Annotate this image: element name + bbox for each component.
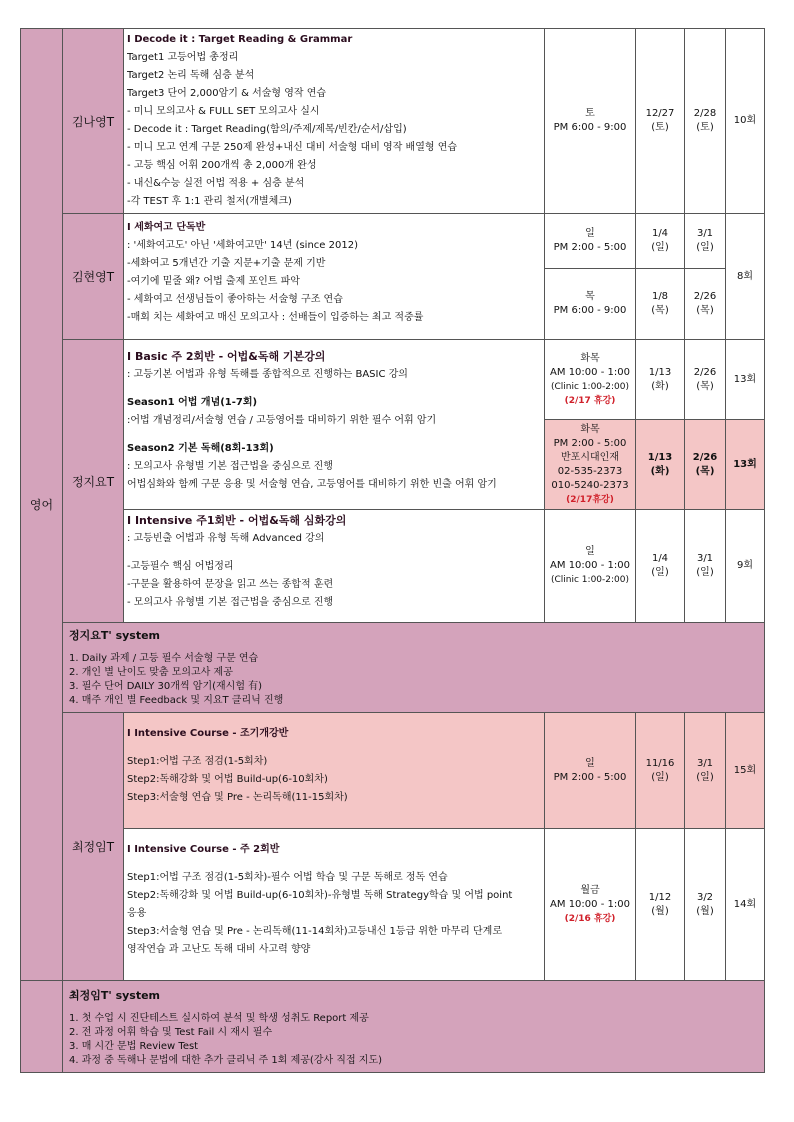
- start-date-kimhy-1: 1/4 (일): [636, 214, 685, 269]
- schedule-time-kimhy-2: 목 PM 6:00 - 9:00: [545, 269, 636, 340]
- session-count-choi-1: 15회: [726, 713, 765, 829]
- subject-cell: 영어: [21, 29, 63, 981]
- end-date-kimhy-1: 3/1 (일): [685, 214, 726, 269]
- session-count-kim: 10회: [726, 29, 765, 214]
- schedule-table: [20, 28, 765, 1073]
- start-date-choi-1: 11/16 (일): [636, 713, 685, 829]
- end-date-choi-2: 3/2 (월): [685, 829, 726, 981]
- start-date-choi-2: 1/12 (월): [636, 829, 685, 981]
- course-desc-choi-2: I Intensive Course - 주 2회반 Step1:어법 구조 점검(1-5회차)-필수 어법 학습 및 구문 독해로 정독 연습 Step2:독해강화 및 어법 Build-up(6-10회차)-유형별 독해 Strategy학습 및 어법 point 응용 Step3:서술형 연습 및 Pre - 논리독해(11-14회차)고등내신 1등급 위한 마무리 단계로 영작연습 과 고난도 독해 대비 사고력 향양: [124, 829, 545, 981]
- system-title-jung: 정지요T' system: [69, 629, 161, 642]
- schedule-time-choi-2: 월금 AM 10:00 - 1:00 (2/16 휴강): [545, 829, 636, 981]
- schedule-time-jung-basic-2: 화목 PM 2:00 - 5:00 반포시대인재 02-535-2373 010-5240-2373 (2/17휴강): [545, 420, 636, 510]
- session-count-kimhy: 8회: [726, 214, 765, 340]
- session-count-jung-basic-1: 13회: [726, 340, 765, 420]
- course-title-kim: I Decode it : Target Reading & Grammar: [127, 34, 353, 45]
- course-title-choi-2: I Intensive Course - 주 2회반: [127, 844, 280, 855]
- session-count-jung-intensive: 9회: [726, 510, 765, 623]
- session-count-choi-2: 14회: [726, 829, 765, 981]
- course-desc-kim: I Decode it : Target Reading & Grammar Target1 고등어법 총정리 Target2 논리 독해 심층 분석 Target3 단어 2,000암기 & 서술형 영작 연습 - 미니 모의고사 & FULL SET 모의고사 실시 - Decode it : Target Reading(함의/주제/제목/빈칸/순서/삽입) - 미니 모고 연계 구문 250제 완성+내신 대비 서술형 대비 영작 배열형 연습 - 고등 핵심 어휘 200개씩 총 2,000개 완성 - 내신&수능 실전 어법 적용 + 심층 분석 -각 TEST 후 1:1 관리 철저(개별체크): [124, 29, 545, 214]
- teacher-jung: 정지요T: [63, 340, 124, 623]
- course-title-jung-intensive: I Intensive 주1회반 - 어법&독해 심화강의: [127, 514, 347, 527]
- start-date-jung-basic-1: 1/13 (화): [636, 340, 685, 420]
- teacher-kim: 김나영T: [63, 29, 124, 214]
- end-date-jung-basic-2: 2/26 (목): [685, 420, 726, 510]
- end-date-kimhy-2: 2/26 (목): [685, 269, 726, 340]
- subject-cell-empty: [21, 981, 63, 1073]
- schedule-time-kim: 토 PM 6:00 - 9:00: [545, 29, 636, 214]
- start-date-jung-basic-2: 1/13 (화): [636, 420, 685, 510]
- schedule-time-jung-intensive: 일 AM 10:00 - 1:00 (Clinic 1:00-2:00): [545, 510, 636, 623]
- end-date-jung-intensive: 3/1 (일): [685, 510, 726, 623]
- start-date-kimhy-2: 1/8 (목): [636, 269, 685, 340]
- schedule-time-choi-1: 일 PM 2:00 - 5:00: [545, 713, 636, 829]
- system-box-jung: 정지요T' system 1. Daily 과제 / 고등 필수 서술형 구문 연습 2. 개인 별 난이도 맞춤 모의고사 제공 3. 필수 단어 DAILY 30개씩 암기(재시험 有) 4. 매주 개인 별 Feedback 및 지요T 클리닉 진행: [63, 623, 765, 713]
- end-date-choi-1: 3/1 (일): [685, 713, 726, 829]
- system-box-choi: 최정임T' system 1. 첫 수업 시 진단테스트 실시하여 분석 및 학생 성취도 Report 제공 2. 전 과정 어휘 학습 및 Test Fail 시 재시 필수 3. 매 시간 문법 Review Test 4. 과정 중 독해나 문법에 대한 추가 클리닉 주 1회 제공(강사 직접 지도): [63, 981, 765, 1073]
- end-date-kim: 2/28 (토): [685, 29, 726, 214]
- course-desc-jung-basic: I Basic 주 2회반 - 어법&독해 기본강의 : 고등기본 어법과 유형 독해를 종합적으로 진행하는 BASIC 강의 Season1 어법 개념(1-7회) :어법 개념정리/서술형 연습 / 고등영어를 대비하기 위한 필수 어휘 암기 Season2 기본 독해(8회-13회) : 모의고사 유형별 기본 접근법을 중심으로 진행 어법심화와 함께 구문 응용 및 서술형 연습, 고등영어를 대비하기 위한 빈출 어휘 암기: [124, 340, 545, 510]
- schedule-time-jung-basic-1: 화목 AM 10:00 - 1:00 (Clinic 1:00-2:00) (2/17 휴강): [545, 340, 636, 420]
- course-title-jung-basic: I Basic 주 2회반 - 어법&독해 기본강의: [127, 350, 326, 363]
- schedule-time-kimhy-1: 일 PM 2:00 - 5:00: [545, 214, 636, 269]
- course-desc-jung-intensive: I Intensive 주1회반 - 어법&독해 심화강의 : 고등빈출 어법과 유형 독해 Advanced 강의 -고등필수 핵심 어법정리 -구문을 활용하여 문장을 읽고 쓰는 종합적 훈련 - 모의고사 유형별 기본 접근법을 중심으로 진행: [124, 510, 545, 623]
- system-title-choi: 최정임T' system: [69, 989, 161, 1002]
- session-count-jung-basic-2: 13회: [726, 420, 765, 510]
- course-title-choi-1: I Intensive Course - 조기개강반: [127, 728, 289, 739]
- course-desc-choi-1: I Intensive Course - 조기개강반 Step1:어법 구조 점검(1-5회차) Step2:독해강화 및 어법 Build-up(6-10회차) Step3:서술형 연습 및 Pre - 논리독해(11-15회차): [124, 713, 545, 829]
- teacher-choi: 최정임T: [63, 713, 124, 981]
- start-date-kim: 12/27 (토): [636, 29, 685, 214]
- course-desc-kimhy: I 세화여고 단독반 : '세화여고도' 아닌 '세화여고만' 14년 (since 2012) -세화여고 5개년간 기출 지문+기출 문제 기반 -여기에 밑줄 왜? 어법 출제 포인트 파악 - 세화여고 선생님들이 좋아하는 서술형 구조 연습 -매회 치는 세화여고 매신 모의고사 : 선배들이 입증하는 최고 적중률: [124, 214, 545, 340]
- teacher-kimhy: 김현영T: [63, 214, 124, 340]
- end-date-jung-basic-1: 2/26 (목): [685, 340, 726, 420]
- course-title-kimhy: I 세화여고 단독반: [127, 222, 206, 233]
- start-date-jung-intensive: 1/4 (일): [636, 510, 685, 623]
